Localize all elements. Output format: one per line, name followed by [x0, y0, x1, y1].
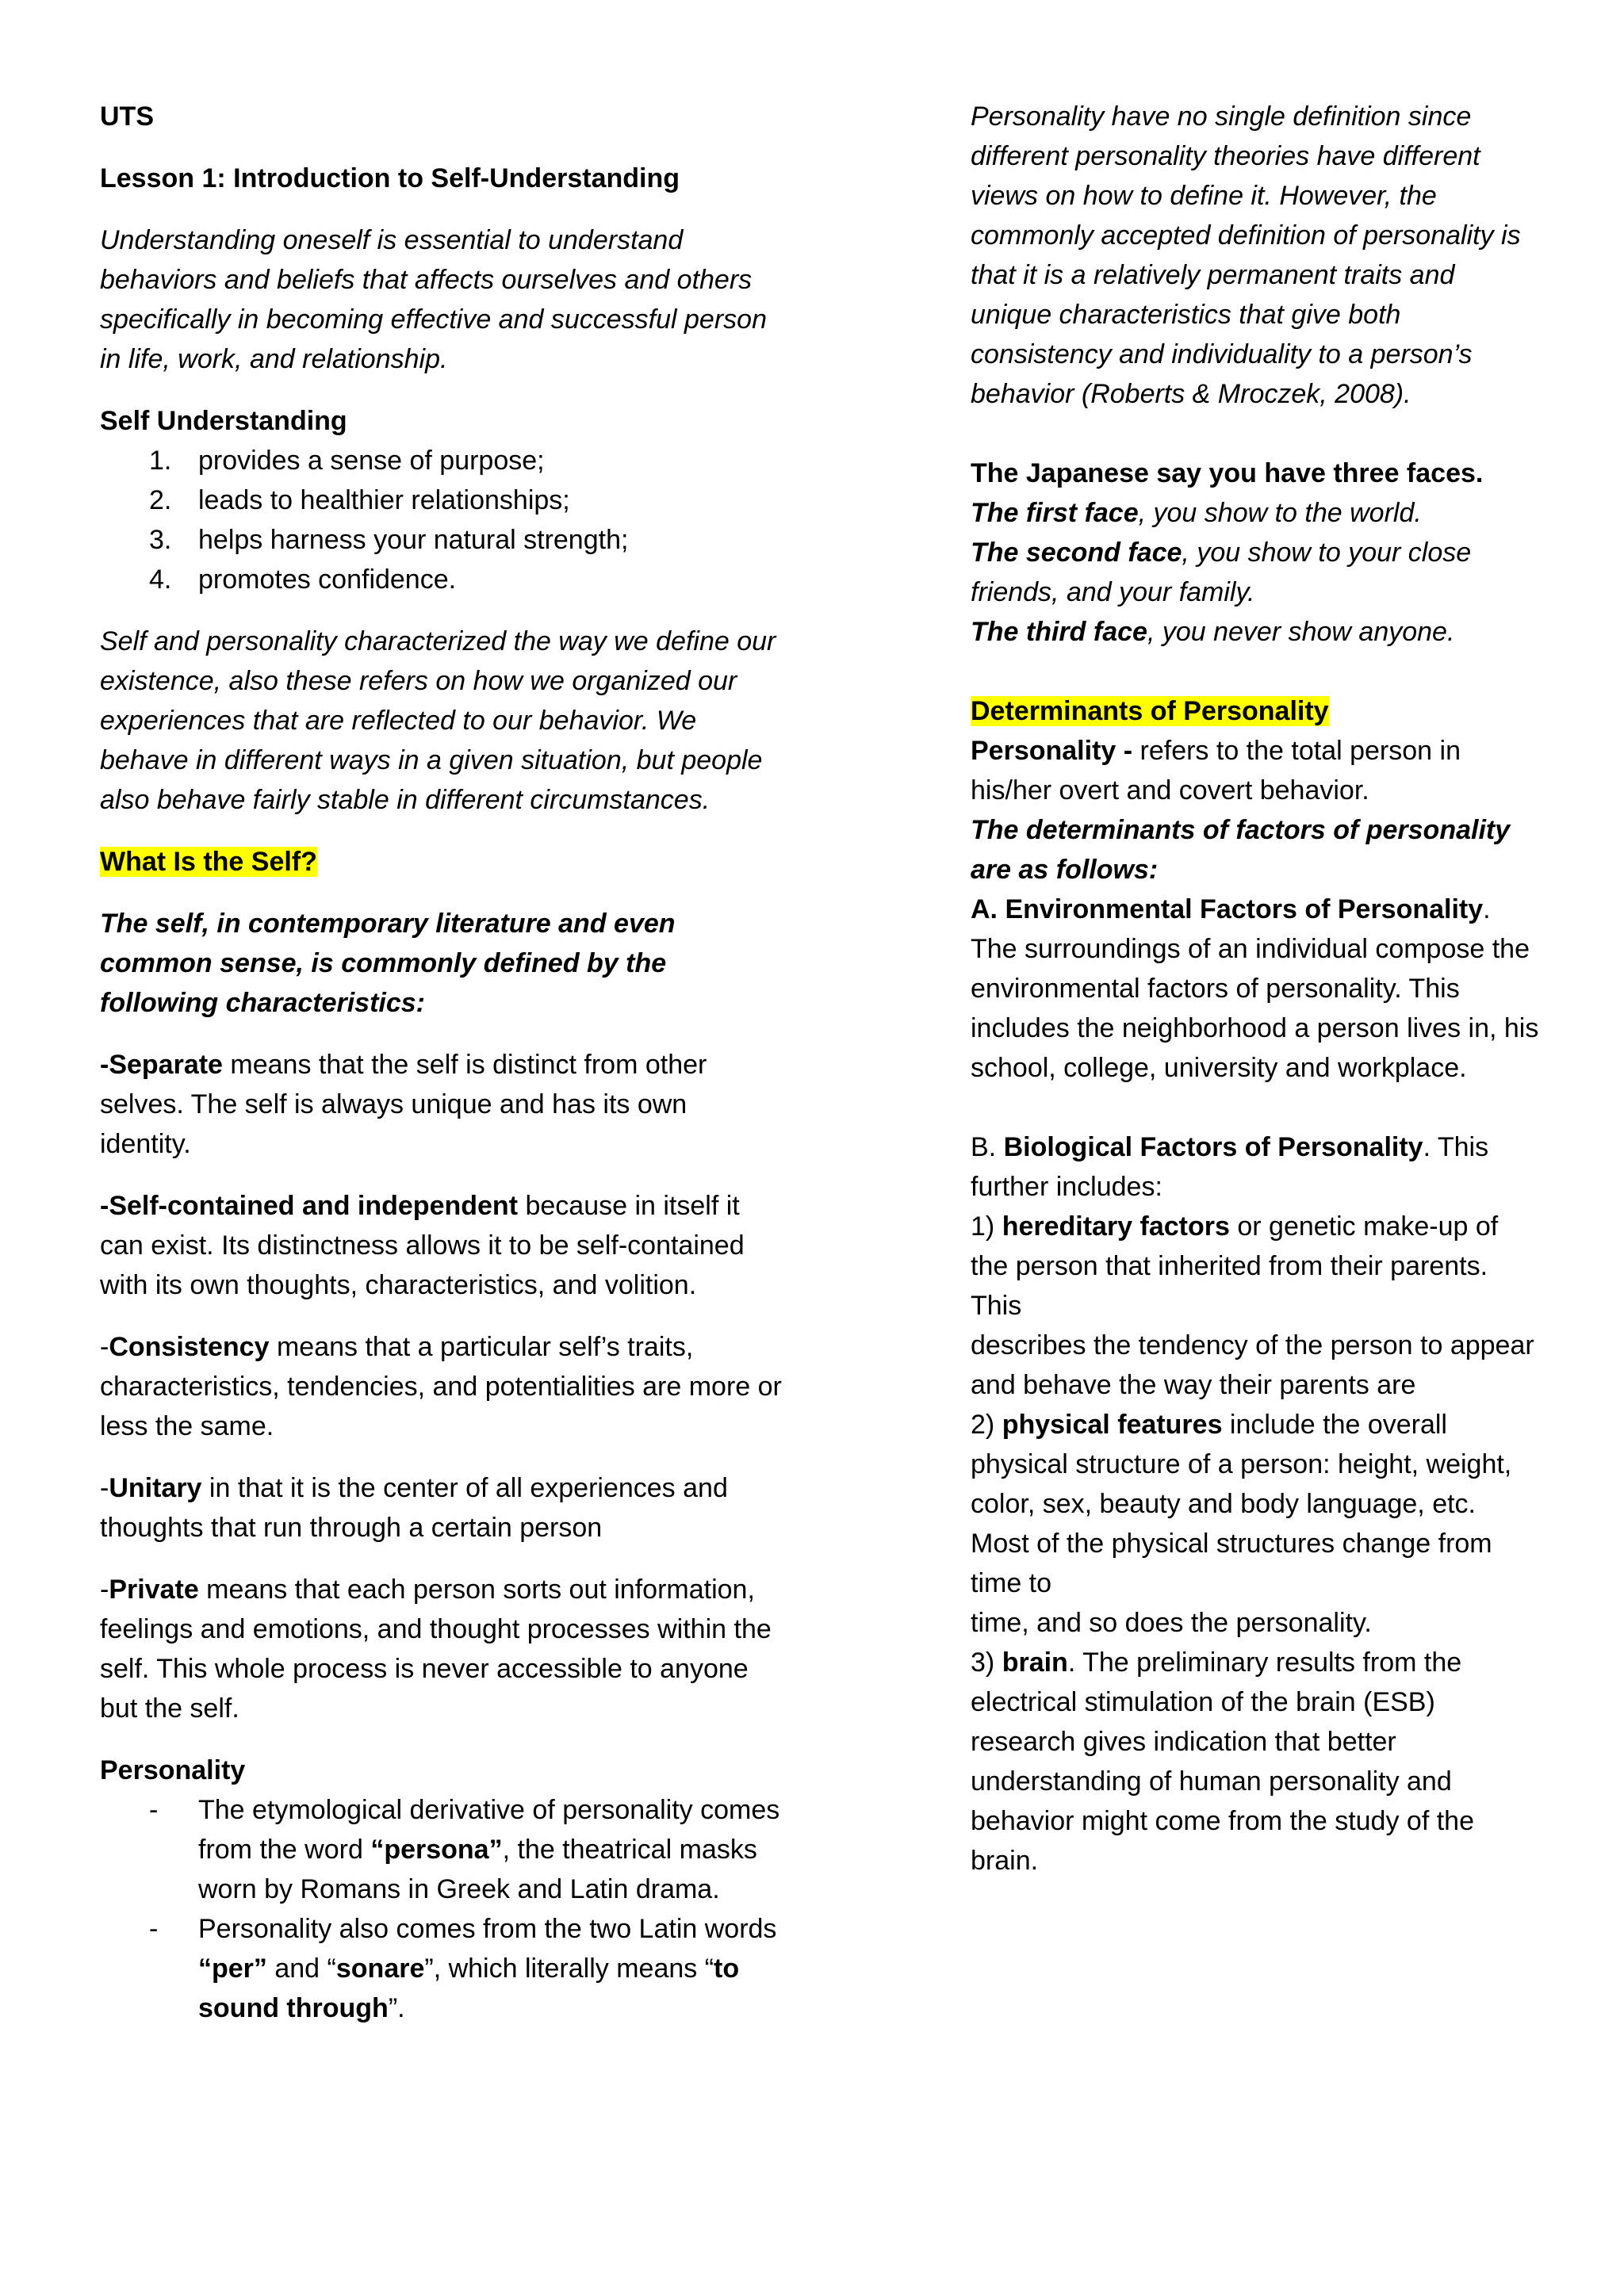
second-face: The second face, you show to your close friends, and your family. [971, 538, 1472, 607]
lesson-title: Lesson 1: Introduction to Self-Understanding [100, 163, 680, 193]
list-item: 3. helps harness your natural strength; [149, 525, 629, 555]
physical-features-continued: time, and so does the personality. [971, 1608, 1372, 1638]
intro-paragraph: Understanding oneself is essential to understand behaviors and beliefs that affects ourselves and others specifically in becoming effective and successful person in life, work, and relationship. [100, 225, 767, 374]
spacer [971, 652, 1542, 691]
list-item: - Personality also comes from the two Latin words “per” and “sonare”, which literally means “to sound through”. [149, 1914, 777, 2023]
hereditary-factors: 1) hereditary factors or genetic make-up of the person that inherited from their parents. This [971, 1211, 1499, 1321]
private-paragraph: -Private means that each person sorts out information, feelings and emotions, and thought processes within the self. This whole process is never accessible to anyone but the self. [100, 1575, 772, 1724]
list-item: - The etymological derivative of personality comes from the word “persona”, the theatrical masks worn by Romans in Greek and Latin drama. [149, 1795, 780, 1904]
personality-definition: Personality have no single definition since different personality theories have different views on how to define it. However, the commonly accepted definition of personality is that it is a relatively permanent traits and unique characteristics that give both consistency and individuality to a person’s behavior (Roberts & Mroczek, 2008). [971, 101, 1521, 409]
first-face: The first face, you show to the world. [971, 498, 1422, 528]
right-column [971, 97, 1542, 1881]
brain-factor: 3) brain. The preliminary results from the electrical stimulation of the brain (ESB) research gives indication that better understanding of human personality and behavior might come from the study of the brain. [971, 1647, 1474, 1876]
self-understanding-list [100, 441, 782, 599]
list-item: 4. promotes confidence. [149, 564, 457, 595]
personality-list [100, 1790, 782, 2028]
hereditary-factors-continued: describes the tendency of the person to appear and behave the way their parents are [971, 1330, 1534, 1400]
what-is-self-heading: What Is the Self? [100, 847, 317, 877]
list-item: 2. leads to healthier relationships; [149, 485, 570, 515]
personality-heading: Personality [100, 1755, 246, 1785]
determinants-intro: The determinants of factors of personality are as follows: [971, 815, 1511, 885]
personality-definition-short: Personality - refers to the total person in his/her overt and covert behavior. [971, 736, 1461, 806]
physical-features: 2) physical features include the overall physical structure of a person: height, weight, color, sex, beauty and body language, etc. Most of the physical structures change from time to [971, 1410, 1512, 1598]
self-personality-paragraph: Self and personality characterized the way we define our existence, also these refers on how we organized our experiences that are reflected to our behavior. We behave in different ways in a given situation, but people also behave fairly stable in different circumstances. [100, 626, 776, 815]
separate-paragraph: -Separate means that the self is distinct from other selves. The self is always unique and has its own identity. [100, 1050, 707, 1159]
spacer [971, 414, 1542, 453]
unitary-paragraph: -Unitary in that it is the center of all experiences and thoughts that run through a certain person [100, 1473, 728, 1543]
spacer [971, 1088, 1542, 1127]
environmental-factors: A. Environmental Factors of Personality. The surroundings of an individual compose the environmental factors of personality. This includes the neighborhood a person lives in, his school, college, university and workplace. [971, 894, 1539, 1083]
third-face: The third face, you never show anyone. [971, 617, 1455, 647]
left-column [100, 97, 782, 2028]
self-understanding-heading: Self Understanding [100, 406, 347, 436]
determinants-heading: Determinants of Personality [971, 696, 1329, 726]
self-definition-intro: The self, in contemporary literature and even common sense, is commonly defined by the following characteristics: [100, 909, 676, 1018]
list-item: 1. provides a sense of purpose; [149, 446, 545, 476]
consistency-paragraph: -Consistency means that a particular self’s traits, characteristics, tendencies, and potentialities are more or less the same. [100, 1332, 782, 1441]
self-contained-paragraph: -Self-contained and independent because in itself it can exist. Its distinctness allows it to be self-contained with its own thoughts, characteristics, and volition. [100, 1191, 745, 1300]
biological-factors: B. Biological Factors of Personality. This further includes: [971, 1132, 1489, 1202]
japanese-heading: The Japanese say you have three faces. [971, 458, 1484, 488]
course-code: UTS [100, 101, 154, 132]
